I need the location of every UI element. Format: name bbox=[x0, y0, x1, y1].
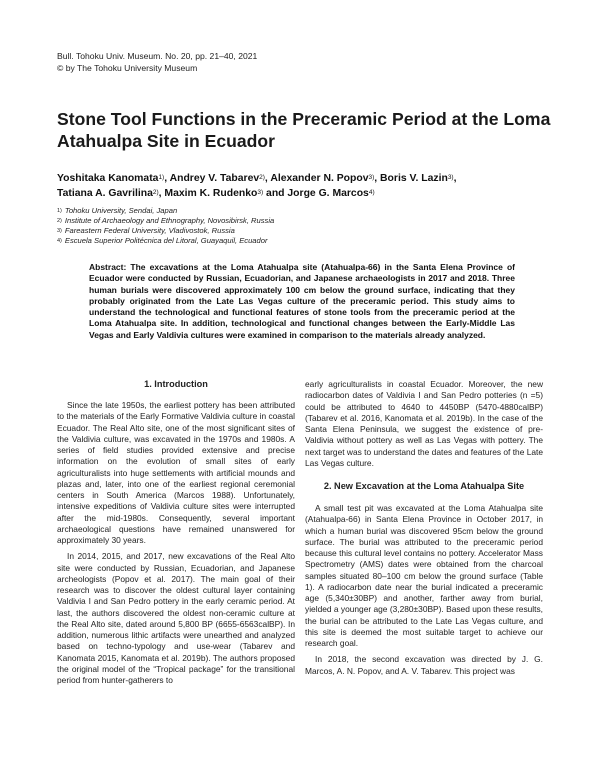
affiliation-item bbox=[57, 206, 537, 216]
abstract: Abstract: The excavations at the Loma Atahualpa site (Atahualpa-66) in the Santa Elena Province of Ecuador were conducted by Russian, Ecuadorian, and Japanese archaeologists in 2017 and 2018. Three human burials were discovered approximately 100 cm below the ground surface, indicating that they probably originated from the Late Las Vegas culture of the preceramic period. This study aims to understand the technological and functional features of stone tools from the preceramic period at the Loma Atahualpa site. In addition, technological and functional changes between the Early-Middle Las Vegas and Early Valdivia cultures were examined in comparison to the materials already analyzed. bbox=[89, 262, 515, 340]
affiliation-marker: 2) bbox=[57, 218, 62, 224]
author-affil-marker: 3) bbox=[447, 174, 454, 181]
body-paragraph: A small test pit was excavated at the Loma Atahualpa site (Atahualpa-66) in Santa Elena Province in October 2017, in which a human burial was discovered 95cm below the ground surface. The burial was attributed to the preceramic period because this cultural level contains no pottery. Accelerator Mass Spectrometry (AMS) dates were obtained from the charcoal samples situated 80–100 cm below the ground surface (Table 1). A radiocarbon date near the burial indicated a preceramic age (5,340±30BP) and another, farther away from burial, yielded a younger age (3,280±30BP). Based upon these results, the burial can be attributed to the Late Las Vegas culture, and this site is deemed the most suitable target to achieve our research goal. bbox=[305, 503, 543, 648]
author-list: Yoshitaka Kanomata$^{1)}$, Andrey V. Tabarev$^{2)}$, Alexander N. Popov$^{3)}$, Boris V. Lazin$^{3)}$, Tatiana A. Gavrilina$^{2)}$, Maxim K. Rudenko$^{3)}$ and Jorge G. Marcos$^{4)}$ bbox=[57, 173, 457, 199]
section-heading-introduction: 1. Introduction bbox=[144, 379, 208, 389]
affiliation-marker: 3) bbox=[57, 228, 62, 234]
left-column bbox=[57, 378, 295, 691]
affiliation-item bbox=[57, 216, 537, 226]
author-name: Yoshitaka Kanomata bbox=[57, 173, 159, 184]
affiliation-text: Fareastern Federal University, Vladivostok, Russia bbox=[64, 226, 235, 235]
affiliation-item bbox=[57, 236, 537, 246]
affiliation-text: Escuela Superior Politécnica del Litoral, Guayaquil, Ecuador bbox=[64, 236, 268, 245]
journal-issue: Bull. Tohoku Univ. Museum. No. 20, pp. 21–40, 2021 bbox=[57, 51, 258, 61]
author-affil-marker: 3) bbox=[368, 174, 375, 181]
body-paragraph: Since the late 1950s, the earliest pottery has been attributed to the materials of the Early Formative Valdivia culture in coastal Ecuador. The Real Alto site, one of the most significant sites of the Valdivia culture, was excavated in the 1970s and 1980s. A series of field studies provided extensive and precise information on the evolution of small sites of early agriculturalists into huge settlements with artificial mounds and plazas and, later, into one of the earliest regional ceremonial centers in South America (Marcos 1988). Unfortunately, intensive expeditions of Valdivia culture sites were interrupted after the mid-1980s. Consequently, several important archaeological questions have remained unanswered for approximately 30 years. bbox=[57, 400, 295, 545]
author-affil-marker: 2) bbox=[259, 174, 265, 181]
affiliation-item bbox=[57, 226, 537, 236]
affiliation-text: Institute of Archaeology and Ethnography, Novosibirsk, Russia bbox=[64, 216, 275, 225]
section-heading-new-excavation: 2. New Excavation at the Loma Atahualpa Site bbox=[323, 481, 525, 491]
author-name: Alexander N. Popov bbox=[270, 173, 369, 184]
author-affil-marker: 1) bbox=[158, 174, 165, 181]
author-name: Jorge G. Marcos bbox=[287, 188, 369, 199]
body-paragraph: In 2014, 2015, and 2017, new excavations of the Real Alto site were conducted by Russian, Ecuadorian, and Japanese archeologists (Popov et al. 2017). The main goal of their research was to discover the oldest cultural layer containing Valdivia I and San Pedro pottery in the early ceramic period. At last, the authors discovered the oldest non-ceramic culture at the Real Alto site, dated around 5,800 BP (6655-6563calBP). In addition, numerous lithic artifacts were unearthed and analyzed based on techno-typology and use-wear (Tabarev and Kanomata 2015, Kanomata et al. 2019b). The authors proposed the original model of the “Tropical package” for the transitional period from hunter-gatherers to bbox=[57, 551, 295, 685]
right-column bbox=[305, 379, 543, 682]
affiliation-marker: 1) bbox=[57, 208, 62, 214]
paper-title: Stone Tool Functions in the Preceramic Period at the Loma Atahualpa Site in Ecuador bbox=[57, 109, 551, 151]
journal-citation bbox=[57, 51, 257, 74]
author-name: Boris V. Lazin bbox=[380, 173, 448, 184]
affiliation-list bbox=[57, 206, 537, 246]
affiliation-text: Tohoku University, Sendai, Japan bbox=[64, 206, 178, 215]
affiliation-marker: 4) bbox=[57, 238, 62, 244]
author-name: Tatiana A. Gavrilina bbox=[57, 188, 153, 199]
journal-copyright: © by The Tohoku University Museum bbox=[57, 62, 198, 73]
body-paragraph: early agriculturalists in coastal Ecuador. Moreover, the new radiocarbon dates of Valdivia I and San Pedro potteries (n =5) could be attributed to 4640 to 4450BP (5470-4880calBP) (Tabarev et al. 2016, Kanomata et al. 2019b). In the case of the Santa Elena Peninsula, we suggest the existence of pre-Valdivia without pottery as well as Las Vegas with pottery. The next target was to understand the dates and features of the Late Las Vegas culture. bbox=[305, 379, 543, 468]
author-name: Maxim K. Rudenko bbox=[164, 188, 258, 199]
body-paragraph: In 2018, the second excavation was directed by J. G. Marcos, A. N. Popov, and A. V. Tabarev. This project was bbox=[305, 654, 543, 676]
author-affil-marker: 4) bbox=[368, 189, 375, 196]
author-affil-marker: 3) bbox=[257, 189, 264, 196]
author-name: Andrey V. Tabarev bbox=[169, 173, 260, 184]
author-affil-marker: 2) bbox=[152, 189, 159, 196]
